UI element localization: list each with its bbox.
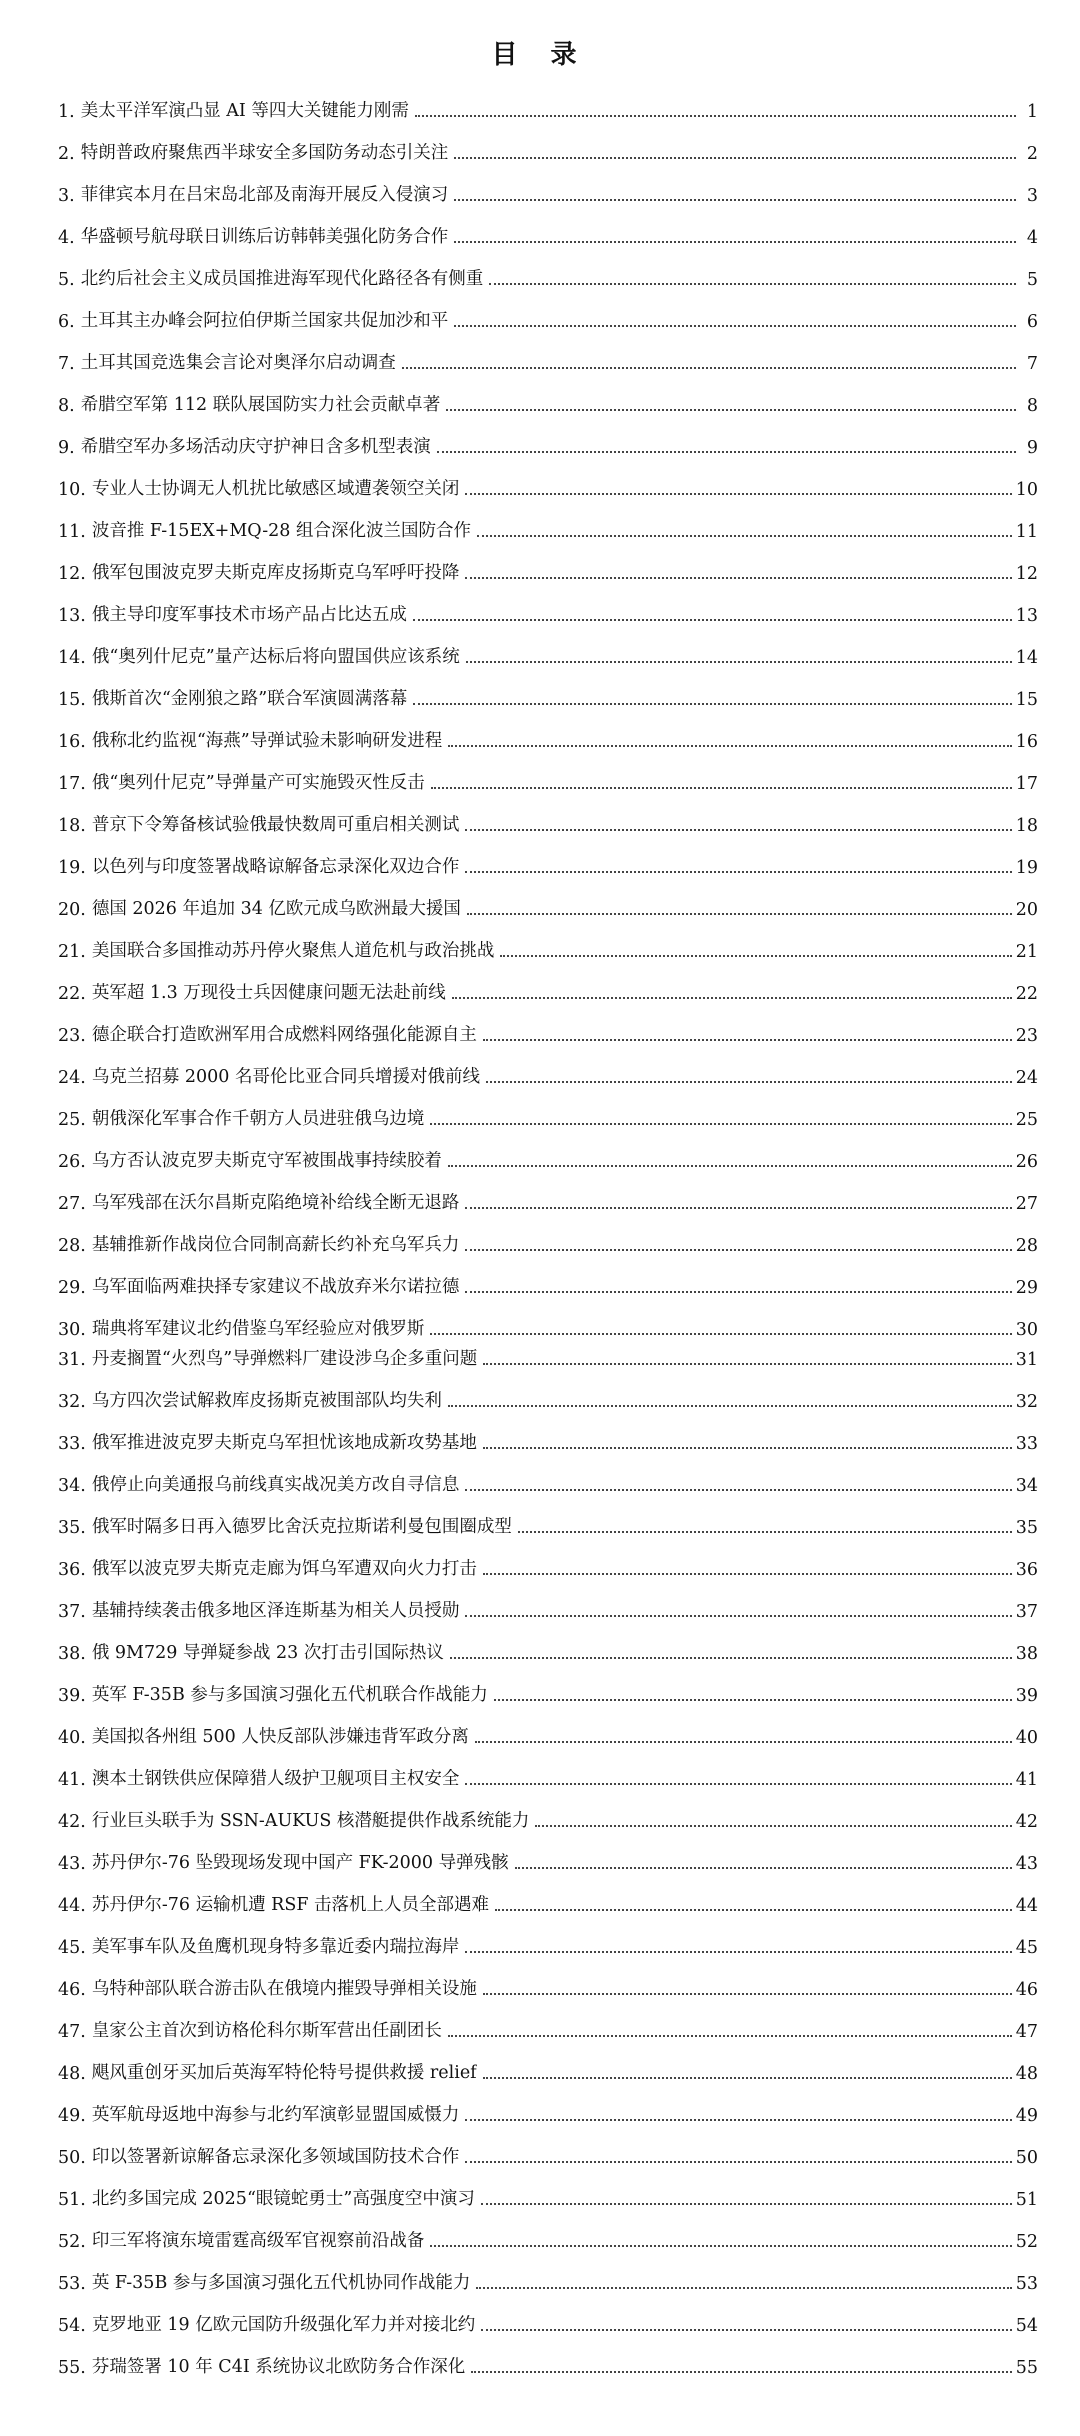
toc-entry-number: 31. xyxy=(58,1350,86,1370)
toc-entry-title: 乌军面临两难抉择专家建议不战放弃米尔诺拉德 xyxy=(91,1277,460,1297)
toc-entry-number: 12. xyxy=(58,564,86,584)
toc-entry-number: 15. xyxy=(58,690,86,710)
toc-entry-number: 4. xyxy=(58,228,75,248)
toc-entry-page-number: 27 xyxy=(1015,1194,1038,1214)
toc-entry-number: 38. xyxy=(58,1644,86,1664)
page-title: 目 录 xyxy=(491,40,589,70)
toc-entry-number: 22. xyxy=(58,984,86,1004)
toc-entry-page-number: 2 xyxy=(1026,144,1038,164)
toc-entry-title: 乌军残部在沃尔昌斯克陷绝境补给线全断无退路 xyxy=(91,1193,460,1213)
dot-leader xyxy=(467,913,1012,915)
toc-entry[interactable] xyxy=(58,1138,1038,1180)
dot-leader xyxy=(452,997,1012,999)
toc-entry-number: 28. xyxy=(58,1236,86,1256)
toc-entry[interactable] xyxy=(58,2008,1038,2050)
toc-entry-number: 43. xyxy=(58,1854,86,1874)
toc-entry[interactable] xyxy=(58,1672,1038,1714)
toc-entry-page-number: 50 xyxy=(1015,2148,1038,2168)
dot-leader xyxy=(475,1741,1012,1743)
toc-entry-title: 波音推 F-15EX+MQ-28 组合深化波兰国防合作 xyxy=(91,521,471,541)
toc-entry-title: 朝俄深化军事合作千朝方人员进驻俄乌边境 xyxy=(91,1109,425,1129)
toc-entry-title: 英军超 1.3 万现役士兵因健康问题无法赴前线 xyxy=(91,983,446,1003)
toc-entry-title: 美军事车队及鱼鹰机现身特多靠近委内瑞拉海岸 xyxy=(91,1937,460,1957)
toc-entry-page-number: 34 xyxy=(1015,1476,1038,1496)
dot-leader xyxy=(431,787,1012,789)
toc-entry-number: 50. xyxy=(58,2148,86,2168)
toc-entry[interactable] xyxy=(58,1462,1038,1504)
toc-entry-title: 俄军以波克罗夫斯克走廊为饵乌军遭双向火力打击 xyxy=(91,1559,477,1579)
toc-entry-number: 47. xyxy=(58,2022,86,2042)
toc-entry-number: 19. xyxy=(58,858,86,878)
toc-entry[interactable] xyxy=(58,1264,1038,1306)
toc-entry-number: 8. xyxy=(58,396,75,416)
toc-entry-title: 俄称北约监视“海燕”导弹试验未影响研发进程 xyxy=(91,731,443,751)
toc-entry[interactable] xyxy=(58,1588,1038,1630)
toc-entry[interactable] xyxy=(58,214,1038,256)
dot-leader xyxy=(430,1123,1011,1125)
dot-leader xyxy=(465,2161,1011,2163)
toc-entry[interactable] xyxy=(58,2260,1038,2302)
toc-entry-title: 英 F-35B 参与多国演习强化五代机协同作战能力 xyxy=(91,2273,471,2293)
toc-entry-page-number: 31 xyxy=(1015,1350,1038,1370)
toc-entry-title: 德国 2026 年追加 34 亿欧元成乌欧洲最大援国 xyxy=(91,899,461,919)
toc-entry-number: 26. xyxy=(58,1152,86,1172)
toc-entry-number: 29. xyxy=(58,1278,86,1298)
toc-entry[interactable] xyxy=(58,382,1038,424)
toc-entry[interactable] xyxy=(58,256,1038,298)
toc-entry-page-number: 10 xyxy=(1015,480,1038,500)
toc-entry[interactable] xyxy=(58,1630,1038,1672)
toc-entry-number: 39. xyxy=(58,1686,86,1706)
table-of-contents xyxy=(58,88,1038,2386)
toc-entry[interactable] xyxy=(58,1420,1038,1462)
dot-leader xyxy=(454,325,1016,327)
dot-leader xyxy=(500,955,1011,957)
toc-entry-page-number: 12 xyxy=(1015,564,1038,584)
toc-entry-title: 美国拟各州组 500 人快反部队涉嫌违背军政分离 xyxy=(91,1727,469,1747)
toc-entry-page-number: 43 xyxy=(1015,1854,1038,1874)
toc-entry-page-number: 17 xyxy=(1015,774,1038,794)
toc-entry[interactable] xyxy=(58,1012,1038,1054)
toc-entry-number: 55. xyxy=(58,2358,86,2378)
toc-entry-page-number: 26 xyxy=(1015,1152,1038,1172)
toc-entry-number: 3. xyxy=(58,186,75,206)
toc-entry-number: 1. xyxy=(58,102,75,122)
toc-entry[interactable] xyxy=(58,802,1038,844)
toc-entry-page-number: 8 xyxy=(1026,396,1038,416)
toc-entry-page-number: 15 xyxy=(1015,690,1038,710)
toc-entry-page-number: 36 xyxy=(1015,1560,1038,1580)
toc-entry[interactable] xyxy=(58,2218,1038,2260)
toc-entry[interactable] xyxy=(58,592,1038,634)
toc-entry-page-number: 45 xyxy=(1015,1938,1038,1958)
toc-entry[interactable] xyxy=(58,1546,1038,1588)
toc-entry[interactable] xyxy=(58,1714,1038,1756)
toc-entry[interactable] xyxy=(58,298,1038,340)
toc-entry-title: 北约多国完成 2025“眼镜蛇勇士”高强度空中演习 xyxy=(91,2189,475,2209)
toc-entry-number: 51. xyxy=(58,2190,86,2210)
toc-entry-page-number: 23 xyxy=(1015,1026,1038,1046)
toc-entry-number: 36. xyxy=(58,1560,86,1580)
toc-entry-title: 俄军时隔多日再入德罗比舍沃克拉斯诺利曼包围圈成型 xyxy=(91,1517,512,1537)
dot-leader xyxy=(481,2329,1011,2331)
toc-entry-title: 俄停止向美通报乌前线真实战况美方改自寻信息 xyxy=(91,1475,460,1495)
toc-entry-title: 俄 9M729 导弹疑参战 23 次打击引国际热议 xyxy=(91,1643,444,1663)
toc-entry-page-number: 14 xyxy=(1015,648,1038,668)
toc-entry-page-number: 52 xyxy=(1015,2232,1038,2252)
toc-entry-title: 克罗地亚 19 亿欧元国防升级强化军力并对接北约 xyxy=(91,2315,476,2335)
dot-leader xyxy=(481,2203,1012,2205)
toc-entry-title: 俄斯首次“金刚狼之路”联合军演圆满落幕 xyxy=(91,689,408,709)
dot-leader xyxy=(448,1405,1012,1407)
toc-entry-title: 俄军推进波克罗夫斯克乌军担忧该地成新攻势基地 xyxy=(91,1433,477,1453)
toc-entry-number: 35. xyxy=(58,1518,86,1538)
toc-entry-title: 以色列与印度签署战略谅解备忘录深化双边合作 xyxy=(91,857,460,877)
dot-leader xyxy=(465,577,1011,579)
toc-entry[interactable] xyxy=(58,1504,1038,1546)
toc-entry-title: 菲律宾本月在吕宋岛北部及南海开展反入侵演习 xyxy=(80,185,449,205)
toc-entry-page-number: 33 xyxy=(1015,1434,1038,1454)
toc-entry-title: 瑞典将军建议北约借鉴乌军经验应对俄罗斯 xyxy=(91,1319,425,1339)
dot-leader xyxy=(465,1951,1011,1953)
toc-entry-page-number: 5 xyxy=(1026,270,1038,290)
toc-entry[interactable] xyxy=(58,172,1038,214)
toc-entry-number: 10. xyxy=(58,480,86,500)
toc-entry-title: 基辅推新作战岗位合同制高薪长约补充乌军兵力 xyxy=(91,1235,460,1255)
toc-entry-page-number: 29 xyxy=(1015,1278,1038,1298)
dot-leader xyxy=(518,1531,1012,1533)
toc-entry-number: 16. xyxy=(58,732,86,752)
toc-entry-page-number: 25 xyxy=(1015,1110,1038,1130)
toc-entry-title: 英军 F-35B 参与多国演习强化五代机联合作战能力 xyxy=(91,1685,488,1705)
toc-entry-number: 48. xyxy=(58,2064,86,2084)
toc-entry-page-number: 53 xyxy=(1015,2274,1038,2294)
toc-entry[interactable] xyxy=(58,760,1038,802)
toc-entry-page-number: 9 xyxy=(1026,438,1038,458)
toc-entry-number: 54. xyxy=(58,2316,86,2336)
toc-entry-page-number: 49 xyxy=(1015,2106,1038,2126)
dot-leader xyxy=(430,2245,1011,2247)
toc-entry-page-number: 3 xyxy=(1026,186,1038,206)
dot-leader xyxy=(483,1993,1012,1995)
toc-entry-number: 53. xyxy=(58,2274,86,2294)
dot-leader xyxy=(465,493,1011,495)
toc-entry-page-number: 16 xyxy=(1015,732,1038,752)
dot-leader xyxy=(477,535,1012,537)
dot-leader xyxy=(483,1573,1012,1575)
toc-entry-number: 32. xyxy=(58,1392,86,1412)
toc-entry-title: 乌特种部队联合游击队在俄境内摧毁导弹相关设施 xyxy=(91,1979,477,1999)
toc-entry-title: 专业人士协调无人机扰比敏感区域遭袭领空关闭 xyxy=(91,479,460,499)
toc-entry[interactable] xyxy=(58,1096,1038,1138)
toc-entry-title: 希腊空军办多场活动庆守护神日含多机型表演 xyxy=(80,437,431,457)
dot-leader xyxy=(465,1291,1011,1293)
toc-entry[interactable] xyxy=(58,718,1038,760)
toc-entry-number: 2. xyxy=(58,144,75,164)
toc-entry[interactable] xyxy=(58,886,1038,928)
toc-entry-number: 18. xyxy=(58,816,86,836)
toc-entry-title: 土耳其国竞选集会言论对奥泽尔启动调查 xyxy=(80,353,396,373)
dot-leader xyxy=(495,1909,1012,1911)
toc-entry[interactable] xyxy=(58,2050,1038,2092)
dot-leader xyxy=(454,157,1016,159)
toc-entry-title: 特朗普政府聚焦西半球安全多国防务动态引关注 xyxy=(80,143,449,163)
toc-entry-title: 丹麦搁置“火烈鸟”导弹燃料厂建设涉乌企多重问题 xyxy=(91,1349,478,1369)
toc-entry[interactable] xyxy=(58,466,1038,508)
dot-leader xyxy=(402,367,1016,369)
toc-entry-title: 俄“奥列什尼克”量产达标后将向盟国供应该系统 xyxy=(91,647,460,667)
toc-entry-page-number: 38 xyxy=(1015,1644,1038,1664)
toc-entry[interactable] xyxy=(58,508,1038,550)
toc-entry-page-number: 48 xyxy=(1015,2064,1038,2084)
toc-entry-number: 37. xyxy=(58,1602,86,1622)
toc-entry[interactable] xyxy=(58,970,1038,1012)
toc-entry-title: 俄主导印度军事技术市场产品占比达五成 xyxy=(91,605,407,625)
toc-entry-page-number: 22 xyxy=(1015,984,1038,1004)
toc-entry[interactable] xyxy=(58,1054,1038,1096)
toc-entry-page-number: 19 xyxy=(1015,858,1038,878)
toc-entry-title: 乌方否认波克罗夫斯克守军被围战事持续胶着 xyxy=(91,1151,442,1171)
toc-entry-title: 美太平洋军演凸显 AI 等四大关键能力刚需 xyxy=(80,101,409,121)
toc-entry-page-number: 46 xyxy=(1015,1980,1038,2000)
toc-entry[interactable] xyxy=(58,634,1038,676)
toc-entry-title: 行业巨头联手为 SSN-AUKUS 核潜艇提供作战系统能力 xyxy=(91,1811,530,1831)
toc-entry-number: 34. xyxy=(58,1476,86,1496)
toc-entry-number: 42. xyxy=(58,1812,86,1832)
dot-leader xyxy=(448,745,1011,747)
toc-entry-page-number: 32 xyxy=(1015,1392,1038,1412)
dot-leader xyxy=(489,283,1016,285)
toc-entry[interactable] xyxy=(58,2176,1038,2218)
toc-entry-title: 英军航母返地中海参与北约军演彰显盟国威慑力 xyxy=(91,2105,460,2125)
toc-entry-page-number: 1 xyxy=(1026,102,1038,122)
dot-leader xyxy=(465,2119,1011,2121)
toc-entry-number: 41. xyxy=(58,1770,86,1790)
toc-entry-page-number: 37 xyxy=(1015,1602,1038,1622)
dot-leader xyxy=(413,703,1011,705)
toc-entry-title: 基辅持续袭击俄多地区泽连斯基为相关人员授勋 xyxy=(91,1601,460,1621)
dot-leader xyxy=(494,1699,1012,1701)
toc-entry-title: 美国联合多国推动苏丹停火聚焦人道危机与政治挑战 xyxy=(91,941,495,961)
toc-entry-page-number: 4 xyxy=(1026,228,1038,248)
dot-leader xyxy=(535,1825,1011,1827)
toc-entry-title: 苏丹伊尔-76 运输机遭 RSF 击落机上人员全部遇难 xyxy=(91,1895,490,1915)
toc-entry-number: 45. xyxy=(58,1938,86,1958)
toc-entry-number: 44. xyxy=(58,1896,86,1916)
toc-entry-number: 6. xyxy=(58,312,75,332)
toc-entry[interactable] xyxy=(58,424,1038,466)
dot-leader xyxy=(483,1363,1011,1365)
toc-entry[interactable] xyxy=(58,1222,1038,1264)
toc-entry-number: 27. xyxy=(58,1194,86,1214)
toc-entry[interactable] xyxy=(58,1798,1038,1840)
toc-entry-page-number: 54 xyxy=(1015,2316,1038,2336)
dot-leader xyxy=(483,1447,1012,1449)
dot-leader xyxy=(476,2287,1011,2289)
toc-entry-page-number: 18 xyxy=(1015,816,1038,836)
dot-leader xyxy=(471,2371,1011,2373)
toc-entry-title: 飓风重创牙买加后英海军特伦特号提供救援 relief xyxy=(91,2063,477,2083)
toc-entry-number: 49. xyxy=(58,2106,86,2126)
toc-entry-title: 德企联合打造欧洲军用合成燃料网络强化能源自主 xyxy=(91,1025,477,1045)
toc-entry[interactable] xyxy=(58,928,1038,970)
dot-leader xyxy=(486,1081,1012,1083)
toc-entry-title: 印以签署新谅解备忘录深化多领域国防技术合作 xyxy=(91,2147,460,2167)
toc-entry[interactable] xyxy=(58,1348,1038,1378)
toc-entry[interactable] xyxy=(58,340,1038,382)
toc-entry[interactable] xyxy=(58,1924,1038,1966)
toc-entry-title: 俄“奥列什尼克”导弹量产可实施毁灭性反击 xyxy=(91,773,425,793)
toc-entry-number: 20. xyxy=(58,900,86,920)
dot-leader xyxy=(483,1039,1012,1041)
dot-leader xyxy=(466,661,1012,663)
toc-entry-title: 乌克兰招募 2000 名哥伦比亚合同兵增援对俄前线 xyxy=(91,1067,481,1087)
toc-entry-page-number: 11 xyxy=(1015,522,1038,542)
toc-entry-page-number: 21 xyxy=(1015,942,1038,962)
toc-entry-title: 皇家公主首次到访格伦科尔斯军营出任副团长 xyxy=(91,2021,442,2041)
toc-entry-page-number: 39 xyxy=(1015,1686,1038,1706)
toc-entry-title: 希腊空军第 112 联队展国防实力社会贡献卓著 xyxy=(80,395,441,415)
toc-entry-page-number: 55 xyxy=(1015,2358,1038,2378)
toc-entry-page-number: 20 xyxy=(1015,900,1038,920)
toc-entry[interactable] xyxy=(58,1756,1038,1798)
toc-entry-number: 14. xyxy=(58,648,86,668)
toc-entry[interactable] xyxy=(58,1966,1038,2008)
toc-entry-number: 52. xyxy=(58,2232,86,2252)
dot-leader xyxy=(515,1867,1012,1869)
toc-entry-page-number: 13 xyxy=(1015,606,1038,626)
toc-entry-title: 土耳其主办峰会阿拉伯伊斯兰国家共促加沙和平 xyxy=(80,311,449,331)
toc-entry-number: 24. xyxy=(58,1068,86,1088)
toc-entry-number: 25. xyxy=(58,1110,86,1130)
dot-leader xyxy=(465,1207,1011,1209)
dot-leader xyxy=(465,871,1011,873)
toc-entry[interactable] xyxy=(58,676,1038,718)
toc-entry-number: 13. xyxy=(58,606,86,626)
toc-entry-number: 7. xyxy=(58,354,75,374)
toc-entry-number: 9. xyxy=(58,438,75,458)
toc-entry-title: 乌方四次尝试解救库皮扬斯克被围部队均失利 xyxy=(91,1391,442,1411)
toc-entry[interactable] xyxy=(58,2344,1038,2386)
toc-entry-page-number: 42 xyxy=(1015,1812,1038,1832)
toc-entry-number: 33. xyxy=(58,1434,86,1454)
toc-entry-title: 俄军包围波克罗夫斯克库皮扬斯克乌军呼吁投降 xyxy=(91,563,460,583)
toc-entry-number: 30. xyxy=(58,1320,86,1340)
toc-entry[interactable] xyxy=(58,550,1038,592)
dot-leader xyxy=(413,619,1012,621)
toc-entry-page-number: 28 xyxy=(1015,1236,1038,1256)
toc-entry-title: 苏丹伊尔-76 坠毁现场发现中国产 FK-2000 导弹残骸 xyxy=(91,1853,509,1873)
toc-entry-page-number: 30 xyxy=(1015,1320,1038,1340)
toc-entry-page-number: 24 xyxy=(1015,1068,1038,1088)
dot-leader xyxy=(454,199,1016,201)
toc-entry-number: 11. xyxy=(58,522,86,542)
dot-leader xyxy=(465,1489,1011,1491)
toc-entry[interactable] xyxy=(58,844,1038,886)
toc-entry-number: 21. xyxy=(58,942,86,962)
toc-entry-number: 5. xyxy=(58,270,75,290)
toc-entry-page-number: 7 xyxy=(1026,354,1038,374)
toc-entry-number: 17. xyxy=(58,774,86,794)
dot-leader xyxy=(446,409,1016,411)
toc-entry-number: 23. xyxy=(58,1026,86,1046)
toc-entry[interactable] xyxy=(58,2134,1038,2176)
toc-entry[interactable] xyxy=(58,1840,1038,1882)
toc-entry-title: 普京下令筹备核试验俄最快数周可重启相关测试 xyxy=(91,815,460,835)
dot-leader xyxy=(454,241,1016,243)
toc-entry[interactable] xyxy=(58,1180,1038,1222)
toc-entry-page-number: 51 xyxy=(1015,2190,1038,2210)
toc-entry-page-number: 35 xyxy=(1015,1518,1038,1538)
toc-entry-title: 印三军将演东境雷霆高级军官视察前沿战备 xyxy=(91,2231,425,2251)
toc-entry[interactable] xyxy=(58,1378,1038,1420)
toc-entry-title: 澳本土钢铁供应保障猎人级护卫舰项目主权安全 xyxy=(91,1769,460,1789)
toc-entry[interactable] xyxy=(58,130,1038,172)
dot-leader xyxy=(415,115,1016,117)
toc-entry-page-number: 47 xyxy=(1015,2022,1038,2042)
toc-entry-number: 46. xyxy=(58,1980,86,2000)
toc-entry[interactable] xyxy=(58,2302,1038,2344)
dot-leader xyxy=(450,1657,1012,1659)
dot-leader xyxy=(483,2077,1012,2079)
toc-entry[interactable] xyxy=(58,1306,1038,1348)
toc-entry[interactable] xyxy=(58,1882,1038,1924)
toc-entry-title: 芬瑞签署 10 年 C4I 系统协议北欧防务合作深化 xyxy=(91,2357,466,2377)
toc-entry-page-number: 41 xyxy=(1015,1770,1038,1790)
dot-leader xyxy=(448,2035,1012,2037)
toc-entry-page-number: 40 xyxy=(1015,1728,1038,1748)
toc-entry-page-number: 44 xyxy=(1015,1896,1038,1916)
dot-leader xyxy=(465,829,1011,831)
dot-leader xyxy=(465,1783,1011,1785)
toc-entry[interactable] xyxy=(58,88,1038,130)
toc-entry-title: 北约后社会主义成员国推进海军现代化路径各有侧重 xyxy=(80,269,484,289)
dot-leader xyxy=(430,1333,1011,1335)
toc-entry-title: 华盛顿号航母联日训练后访韩韩美强化防务合作 xyxy=(80,227,449,247)
dot-leader xyxy=(448,1165,1012,1167)
dot-leader xyxy=(465,1615,1011,1617)
dot-leader xyxy=(437,451,1016,453)
dot-leader xyxy=(465,1249,1011,1251)
toc-entry[interactable] xyxy=(58,2092,1038,2134)
toc-entry-number: 40. xyxy=(58,1728,86,1748)
toc-entry-page-number: 6 xyxy=(1026,312,1038,332)
